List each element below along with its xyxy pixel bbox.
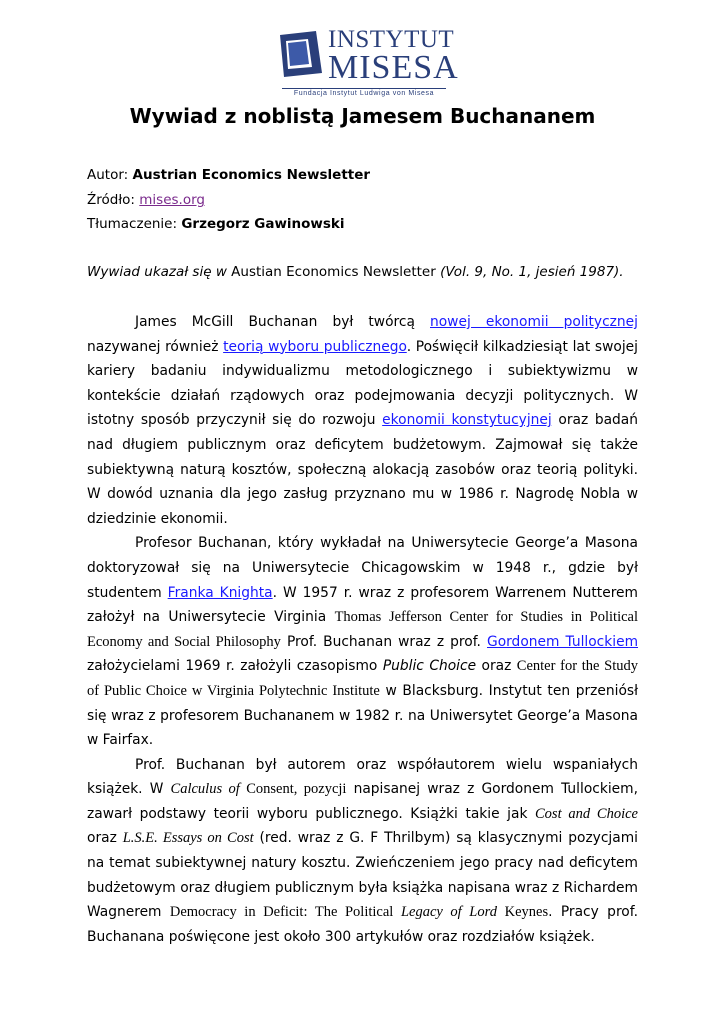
p3-text-1: Prof. Buchanan był autorem oraz współautorem wielu wspaniałych książek. W [87, 756, 638, 798]
p2-italic-1: Public Choice [382, 658, 477, 675]
p3-italic-1: Calculus of [170, 781, 240, 798]
page-title: Wywiad z noblistą Jamesem Buchananem [129, 104, 596, 128]
p2-text-6: w Blacksburg. Instytut ten przeniósł się wraz z profesorem Buchananem w 1982 r. na Uniwersytet George’a Masona w Fairfax. [87, 682, 638, 749]
intro-line [87, 264, 624, 280]
p2-serif-2: Center for the Study of Public Choice w Virginia Polytechnic Institute [87, 658, 638, 699]
p2-text-2: . W 1957 r. wraz z profesorem Warrenem Nutterem założył na Uniwersytecie Virginia [87, 584, 638, 626]
p2-text-1: Profesor Buchanan, który wykładał na Uniwersytecie George’a Masona doktoryzował się na Uniwersytecie Chicagowskim w 1948 r., gdzie był studentem [87, 535, 638, 601]
p3-italic-4: Legacy of Lord [400, 904, 497, 921]
paragraph-2 [87, 531, 638, 752]
p2-serif-1: Thomas Jefferson Center for Studies in Political Economy and Social Philosophy [87, 609, 638, 650]
link-new-political-economy[interactable]: nowej ekonomii politycznej [430, 314, 638, 330]
logo-tagline: Fundacja Instytut Ludwiga von Misesa [293, 90, 435, 97]
p3-text-4: (red. wraz z G. F Thrilbym) są klasycznymi pozycjami na temat subiektywnej natury kosztu. Zwieńczeniem jego pracy nad deficytem budżetowym oraz długiem publicznym była książka napisana wraz z Richardem Wagnerem [87, 830, 638, 921]
translation-line [87, 216, 345, 232]
institute-logo[interactable] [278, 26, 459, 98]
intro-part-1: Wywiad ukazał się w [87, 264, 227, 280]
source-line [87, 192, 205, 208]
intro-part-3: (Vol. 9, No. 1, jesień 1987). [440, 264, 624, 280]
p3-text-2: napisanej wraz z Gordonem Tullockiem, zawarł podstawy teorii wyboru publicznego. Książki takie jak [87, 781, 638, 822]
link-constitutional-economics[interactable]: ekonomii konstytucyjnej [382, 412, 552, 429]
p2-text-4: założycielami 1969 r. założyli czasopismo [87, 658, 383, 675]
p2-text-3: Prof. Buchanan wraz z prof. [280, 633, 487, 650]
p3-serif-2: Democracy in Deficit: The Political [169, 904, 401, 921]
link-gordon-tullock[interactable]: Gordonem Tullockiem [487, 633, 639, 650]
logo-mark-icon [278, 29, 324, 79]
p3-serif-3: Keynes [496, 904, 549, 921]
paragraph-1 [87, 310, 638, 531]
logo-divider [282, 88, 446, 89]
p1-text-4: oraz badań nad długiem publicznym oraz deficytem budżetowym. Zajmował się także subiektywną naturą kosztów, społeczną alokacją zasobów oraz teorią polityki. W dowód uznania dla jego zasług przyznano mu w 1986 r. Nagrodę Nobla w dziedzinie ekonomii. [87, 412, 638, 527]
source-label: Źródło: [87, 192, 135, 208]
author-value: Austrian Economics Newsletter [132, 167, 371, 183]
translation-value: Grzegorz Gawinowski [181, 216, 345, 232]
logo-line-2: MISESA [328, 49, 459, 86]
p3-serif-1: Consent, pozycji [239, 781, 347, 798]
source-link[interactable]: mises.org [139, 192, 205, 208]
link-public-choice-theory[interactable]: teorią wyboru publicznego [223, 338, 407, 355]
logo-line-1: INSTYTUT [328, 26, 455, 53]
intro-part-2: Austian Economics Newsletter [226, 264, 441, 280]
author-label: Autor: [87, 167, 129, 183]
p1-text-3: . Poświęcił kilkadziesiąt lat swojej kariery badaniu indywidualizmu metodologicznego i subiektywizmu w kontekście działań rządowych oraz podejmowania decyzji politycznych. W istotny sposób przyczynił się do rozwoju [87, 338, 638, 429]
link-frank-knight[interactable]: Franka Knighta [167, 584, 273, 601]
p2-text-5: oraz [476, 658, 517, 675]
translation-label: Tłumaczenie: [87, 216, 178, 232]
paragraph-3 [87, 753, 638, 950]
p3-italic-3: L.S.E. Essays on Cost [122, 830, 254, 847]
p3-text-3: oraz [87, 830, 123, 847]
p1-text-2: nazywanej również [87, 338, 224, 355]
p3-text-5: . Pracy prof. Buchanana poświęcone jest około 300 artykułów oraz rozdziałów książek. [87, 904, 638, 945]
author-line [87, 167, 370, 183]
article-body [87, 310, 638, 949]
p1-text-1: James McGill Buchanan był twórcą [135, 314, 430, 330]
p3-italic-2: Cost and Choice [535, 805, 638, 822]
